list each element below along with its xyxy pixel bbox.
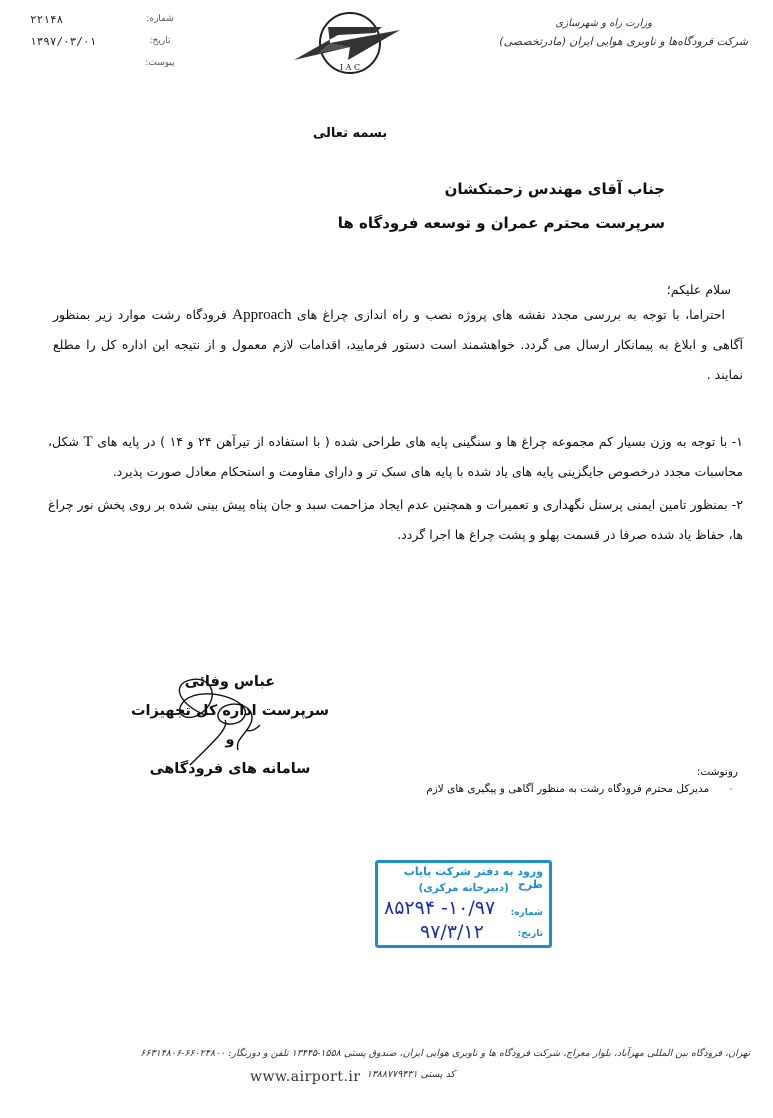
cc-bullet: - — [729, 783, 733, 795]
intro-paragraph — [53, 300, 743, 390]
footer-website[interactable]: www.airport.ir — [250, 1069, 361, 1085]
footer-postal-code: کد پستی ۱۳۸۸۷۷۹۴۳۱ — [366, 1069, 456, 1080]
greeting: سلام علیکم؛ — [666, 282, 731, 297]
footer-contact — [60, 1069, 750, 1085]
recipient-block — [338, 172, 665, 240]
receipt-stamp — [375, 860, 552, 948]
letter-meta — [30, 8, 180, 74]
intro-latin-term: Approach — [232, 307, 292, 323]
stamp-number-label: شماره: — [510, 908, 543, 918]
ministry-name: وزارت راه و شهرسازی — [555, 18, 652, 29]
stamp-title: ورود به دفتر شرکت پایاب طرح — [403, 865, 543, 891]
signature-block — [130, 668, 330, 784]
cc-item — [426, 783, 733, 795]
letter-number: ۲۲۱۴۸ — [30, 12, 64, 26]
signer-name: عباس وفائی — [184, 674, 276, 690]
company-name: شرکت فرودگاه‌ها و ناوبری هوایی ایران (مادرتخصصی) — [499, 35, 748, 48]
company-logo-icon — [290, 5, 400, 85]
letter-attachment-label: پیوست: — [145, 58, 175, 68]
cc-label: رونوشت: — [696, 766, 738, 778]
list-item-1 — [48, 427, 743, 487]
cc-text: مدیرکل محترم فرودگاه رشت به منظور آگاهی و پیگیری های لازم — [426, 783, 710, 795]
item1-latin-term: T — [83, 434, 93, 450]
letter-date-label: تاریخ: — [149, 36, 171, 46]
letter-date: ۱۳۹۷/۰۳/۰۱ — [30, 34, 97, 48]
stamp-number: ۱۰/۹۷- ۸۵۲۹۴ — [384, 897, 496, 919]
recipient-title: سرپرست محترم عمران و توسعه فرودگاه ها — [337, 214, 665, 232]
stamp-subtitle: (دبیرخانه مرکزی) — [418, 882, 509, 894]
footer-address: تهران، فرودگاه بین المللی مهرآباد، بلوار معراج، شرکت فرودگاه ها و ناوبری هوایی ایران، صندوق پستی ۱۵۵۸-۱۳۴۴۵ تلفن و دورنگار: ۶۶۰۲۴۸۰۰-۶۶۳۱۴۸۰۶ — [140, 1048, 750, 1059]
item1-text-1: ۱- با توجه به وزن بسیار کم مجموعه چراغ ها و سنگینی پایه های طراحی شده ( با استفاده از تیرآهن ۲۴ و ۱۴ ) در پایه های — [97, 434, 743, 449]
signer-title-2: سامانه های فرودگاهی — [149, 761, 311, 777]
item1-text-2: شکل، محاسبات مجدد درخصوص جایگزینی پایه های یاد شده با پایه های سبک تر و دارای مقاومت و استحکام معادل صورت پذیرد. — [48, 434, 743, 479]
signer-title-1: سرپرست اداره کل تجهیزات و — [130, 703, 330, 748]
bismillah: بسمه تعالی — [312, 126, 388, 141]
letter-number-label: شماره: — [146, 14, 174, 24]
logo-letters: I A C — [339, 63, 361, 72]
stamp-date: ۹۷/۳/۱۲ — [420, 921, 484, 943]
letterhead-org — [499, 18, 748, 48]
intro-text-2: فرودگاه رشت موارد زیر بمنظور آگاهی و ابلاغ به پیمانکار ارسال می گردد. خواهشمند است دستور فرمایید، اقدامات لازم معمول و از نتیجه این اداره کل را مطلع نمایند . — [53, 307, 743, 382]
recipient-name: جناب آقای مهندس زحمتکشان — [444, 180, 665, 198]
stamp-date-label: تاریخ: — [517, 929, 543, 939]
intro-text-1: احتراما، با توجه به بررسی مجدد نقشه های پروژه نصب و راه اندازی چراغ های — [297, 307, 725, 322]
list-item-2: ۲- بمنظور تامین ایمنی پرسنل نگهداری و تعمیرات و همچنین عدم ایجاد مزاحمت سبد و جان پناه پیش بینی شده بر روی پخش نور چراغ ها، حفاظ یاد شده صرفا در قسمت پهلو و پشت چراغ ها اجرا گردد. — [48, 497, 743, 542]
